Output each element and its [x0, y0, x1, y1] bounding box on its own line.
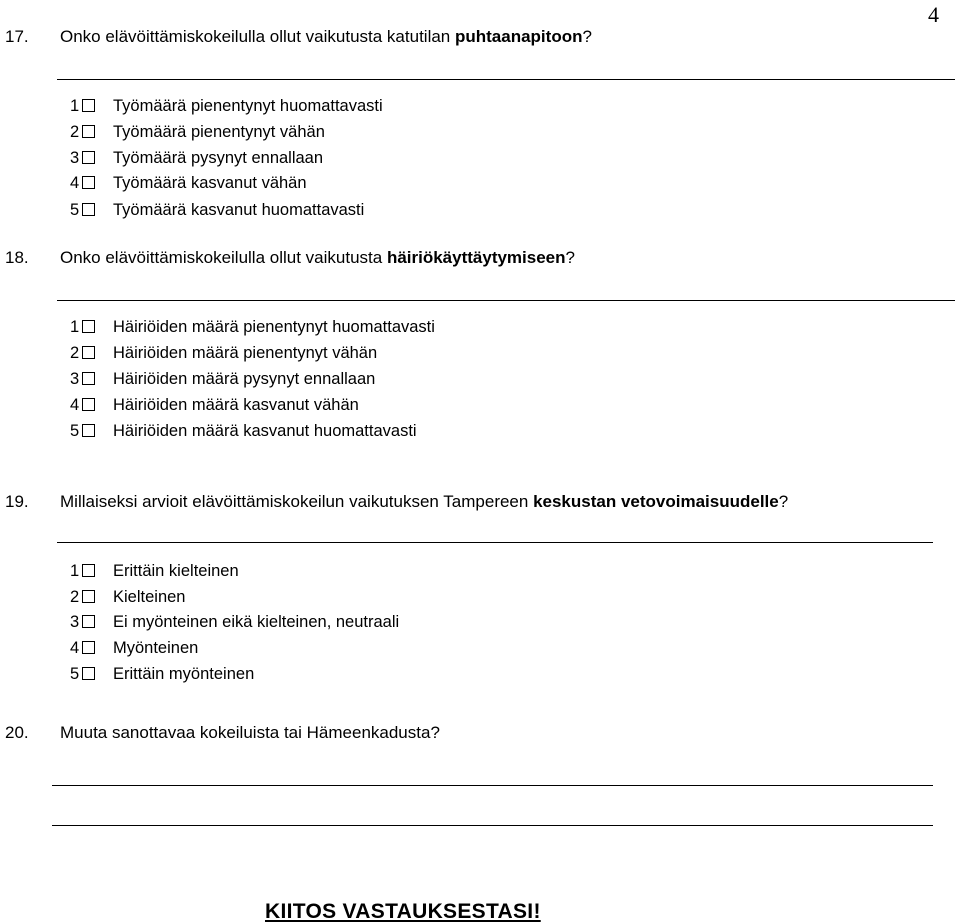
checkbox[interactable] — [82, 99, 95, 112]
answer-line[interactable] — [52, 785, 933, 786]
question-text: Muuta sanottavaa kokeiluista tai Hämeenkadusta? — [60, 723, 440, 742]
checkbox[interactable] — [82, 320, 95, 333]
checkbox[interactable] — [82, 398, 95, 411]
checkbox[interactable] — [82, 564, 95, 577]
closing-thanks: KIITOS VASTAUKSESTASI! — [265, 900, 541, 923]
answer-line[interactable] — [57, 79, 955, 80]
question-keyword: häiriökäyttäytymiseen — [386, 248, 566, 267]
answer-line[interactable] — [57, 542, 933, 543]
checkbox[interactable] — [82, 424, 95, 437]
question-text: Millaiseksi arvioit elävöittämiskokeilun vaikutuksen Tampereen keskustan vetovoimaisuudelle? — [60, 492, 789, 511]
checkbox[interactable] — [82, 667, 95, 680]
checkbox[interactable] — [82, 346, 95, 359]
question-number: 20. — [5, 723, 29, 742]
question-number: 19. — [5, 492, 29, 511]
checkbox[interactable] — [82, 615, 95, 628]
question-keyword: puhtaanapitoon — [454, 27, 583, 46]
checkbox[interactable] — [82, 151, 95, 164]
question-text: Onko elävöittämiskokeilulla ollut vaikutusta katutilan puhtaanapitoon? — [60, 27, 592, 46]
checkbox[interactable] — [82, 590, 95, 603]
checkbox[interactable] — [82, 641, 95, 654]
checkbox[interactable] — [82, 372, 95, 385]
answer-line[interactable] — [52, 825, 933, 826]
answer-line[interactable] — [57, 300, 955, 301]
question-number: 18. — [5, 248, 29, 267]
question-keyword: keskustan vetovoimaisuudelle — [533, 492, 779, 511]
checkbox[interactable] — [82, 203, 95, 216]
checkbox[interactable] — [82, 125, 95, 138]
question-number: 17. — [5, 27, 29, 46]
page-number: 4 — [928, 2, 939, 27]
checkbox[interactable] — [82, 176, 95, 189]
question-text: Onko elävöittämiskokeilulla ollut vaikutusta häiriökäyttäytymiseen? — [60, 248, 575, 267]
